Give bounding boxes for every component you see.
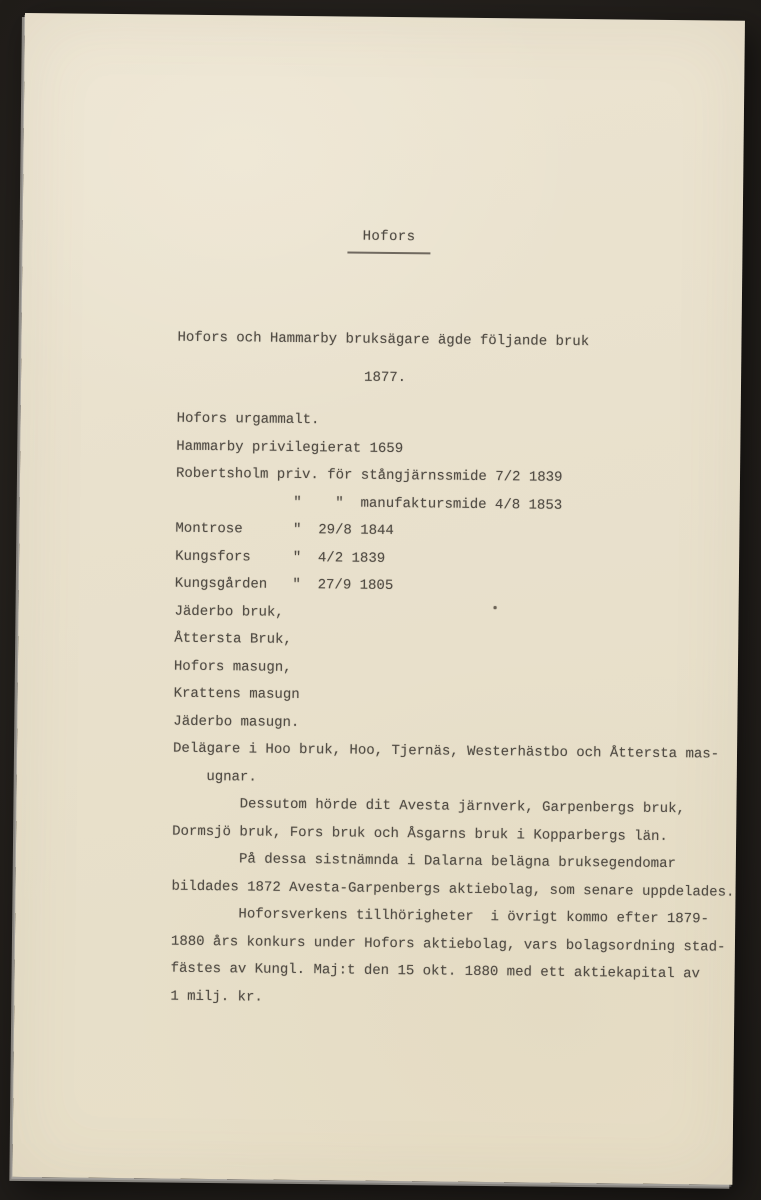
- document-line: " " manufaktursmide 4/8 1853: [175, 493, 563, 514]
- document-line: På dessa sistnämnda i Dalarna belägna bruksegendomar: [171, 850, 677, 873]
- document-line: Hofors urgammalt.: [176, 410, 320, 429]
- document-line: Krattens masugn: [173, 685, 300, 704]
- document-line: Robertsholm priv. för stångjärnssmide 7/2 1839: [175, 465, 563, 486]
- document-line: 1880 års konkurs under Hofors aktiebolag, vars bolagsordning stad-: [170, 933, 726, 956]
- document-page: [12, 13, 745, 1185]
- document-body: [170, 406, 737, 1017]
- document-line: Hammarby privilegierat 1659: [176, 438, 404, 457]
- document-line: Dessutom hörde dit Avesta järnverk, Garpenbergs bruk,: [172, 795, 685, 818]
- document-line: Hoforsverkens tillhörigheter i övrigt kommo efter 1879-: [171, 905, 710, 928]
- document-line: Jäderbo masugn.: [173, 713, 300, 731]
- document-title: Hofors: [347, 229, 430, 255]
- document-line: Delägare i Hoo bruk, Hoo, Tjernäs, Westerhästbo och Åttersta mas-: [172, 740, 720, 763]
- document-line: bildades 1872 Avesta-Garpenbergs aktiebolag, som senare uppdelades.: [171, 878, 735, 901]
- document-line: fästes av Kungl. Maj:t den 15 okt. 1880 med ett aktiekapital av: [170, 960, 701, 983]
- document-line: Åttersta Bruk,: [174, 630, 292, 648]
- document-line: Hofors masugn,: [173, 658, 292, 676]
- document-line: 1 milj. kr.: [170, 988, 263, 1006]
- document-line: ugnar.: [172, 768, 257, 786]
- ink-speck: [494, 606, 497, 609]
- document-line: Dormsjö bruk, Fors bruk och Åsgarns bruk i Kopparbergs län.: [172, 823, 668, 845]
- document-line: Kungsfors " 4/2 1839: [175, 548, 386, 567]
- intro-line: Hofors och Hammarby bruksägare ägde följande bruk: [177, 329, 590, 351]
- document-line: Jäderbo bruk,: [174, 603, 284, 621]
- document-line: Montrose " 29/8 1844: [175, 520, 394, 540]
- year-line: 1877.: [363, 369, 407, 387]
- document-line: Kungsgården " 27/9 1805: [174, 575, 394, 595]
